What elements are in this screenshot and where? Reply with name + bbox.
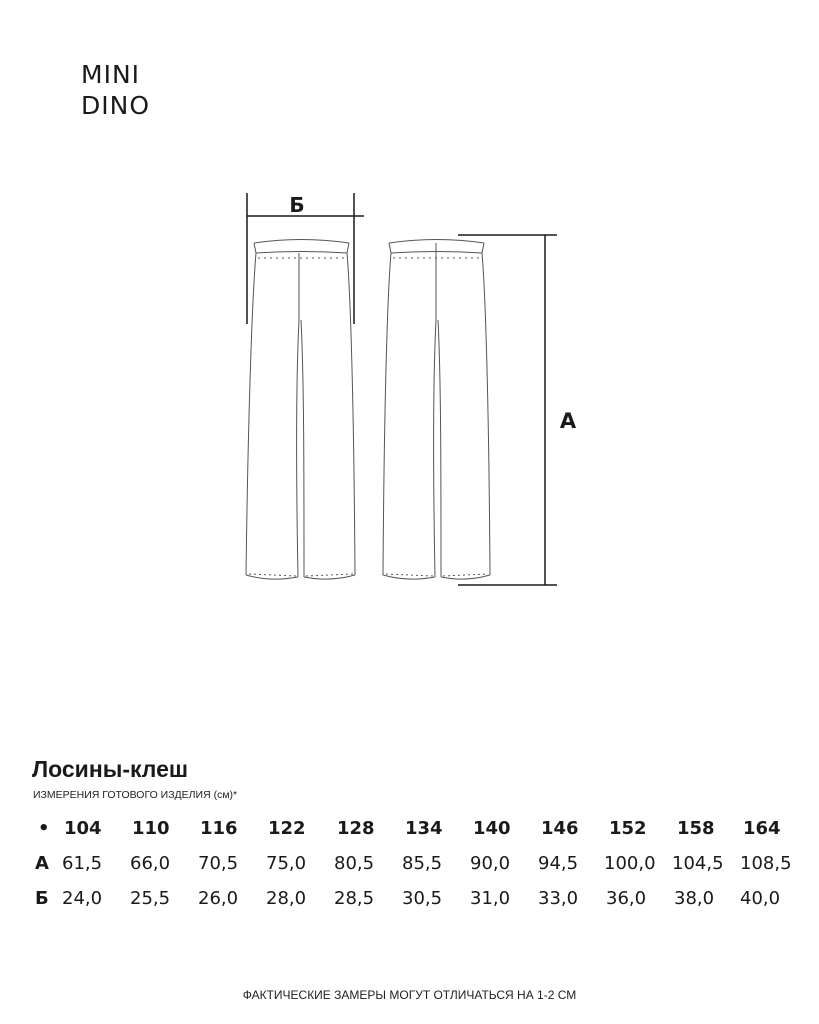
- width-value: 25,5: [130, 888, 171, 909]
- width-value: 40,0: [740, 888, 781, 909]
- width-value: 38,0: [674, 888, 715, 909]
- length-dimension: [458, 235, 557, 585]
- width-value: 28,5: [334, 888, 375, 909]
- length-value: 90,0: [470, 853, 511, 874]
- length-value: 80,5: [334, 853, 375, 874]
- size-104: 104: [64, 818, 102, 839]
- size-116: 116: [200, 818, 238, 839]
- product-title: Лосины-клеш: [32, 756, 189, 782]
- width-value: 28,0: [266, 888, 307, 909]
- width-value: 30,5: [402, 888, 443, 909]
- leggings-front: [246, 240, 355, 580]
- bullet-marker: •: [38, 818, 50, 839]
- size-152: 152: [609, 818, 647, 839]
- width-value: 36,0: [606, 888, 647, 909]
- size-164: 164: [743, 818, 781, 839]
- width-value: 24,0: [62, 888, 103, 909]
- width-label: Б: [289, 193, 305, 217]
- length-value: 85,5: [402, 853, 443, 874]
- brand-logo-line2: DINO: [81, 91, 151, 120]
- width-value: 31,0: [470, 888, 511, 909]
- size-134: 134: [405, 818, 443, 839]
- size-158: 158: [677, 818, 715, 839]
- length-value: 108,5: [740, 853, 792, 874]
- measurement-subtitle: ИЗМЕРЕНИЯ ГОТОВОГО ИЗДЕЛИЯ (см)*: [33, 789, 238, 801]
- length-value: 100,0: [604, 853, 656, 874]
- size-122: 122: [268, 818, 306, 839]
- brand-logo-line1: MINI: [81, 60, 141, 89]
- leggings-back: [383, 240, 490, 580]
- size-110: 110: [132, 818, 170, 839]
- disclaimer-footnote: ФАКТИЧЕСКИЕ ЗАМЕРЫ МОГУТ ОТЛИЧАТЬСЯ НА 1-2 СМ: [242, 988, 577, 1002]
- row-label-a: А: [35, 853, 49, 874]
- width-value: 33,0: [538, 888, 579, 909]
- row-label-b: Б: [35, 888, 49, 909]
- width-value: 26,0: [198, 888, 239, 909]
- length-value: 70,5: [198, 853, 239, 874]
- length-label: А: [559, 409, 577, 433]
- size-128: 128: [337, 818, 375, 839]
- length-value: 104,5: [672, 853, 724, 874]
- size-140: 140: [473, 818, 511, 839]
- length-value: 66,0: [130, 853, 171, 874]
- length-value: 75,0: [266, 853, 307, 874]
- length-value: 61,5: [62, 853, 103, 874]
- size-146: 146: [541, 818, 579, 839]
- length-value: 94,5: [538, 853, 579, 874]
